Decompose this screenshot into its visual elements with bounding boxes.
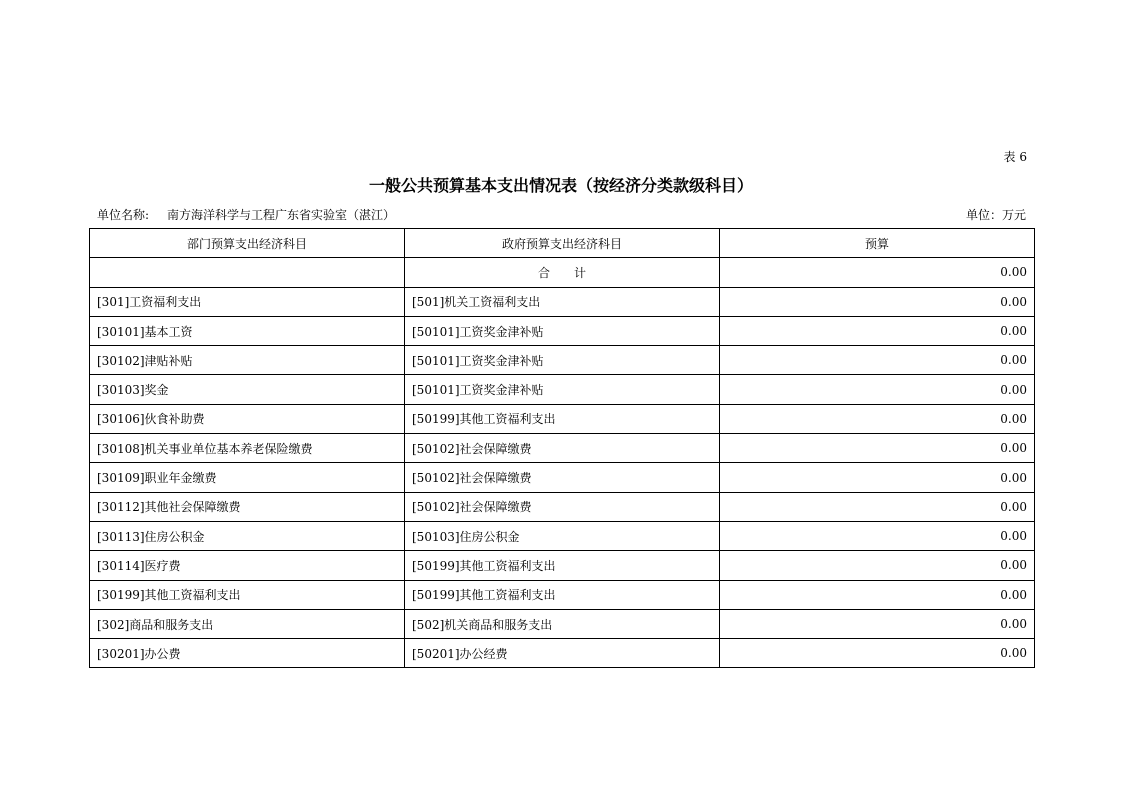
- gov-cell: [50102]社会保障缴费: [405, 492, 720, 521]
- dept-cell: [30201]办公费: [90, 639, 405, 668]
- gov-cell: [50199]其他工资福利支出: [405, 404, 720, 433]
- amount-cell: 0.00: [720, 316, 1035, 345]
- dept-cell: [30102]津贴补贴: [90, 346, 405, 375]
- dept-cell: [30109]职业年金缴费: [90, 463, 405, 492]
- table-row: [90, 492, 1035, 521]
- table-row: [90, 609, 1035, 638]
- dept-cell: [30113]住房公积金: [90, 521, 405, 550]
- gov-cell: [50103]住房公积金: [405, 521, 720, 550]
- dept-cell: [301]工资福利支出: [90, 287, 405, 316]
- table-row: [90, 287, 1035, 316]
- gov-cell: [50102]社会保障缴费: [405, 434, 720, 463]
- table-header-row: [90, 229, 1035, 258]
- amount-cell: 0.00: [720, 287, 1035, 316]
- column-header-amount: 预算: [720, 229, 1035, 258]
- unit-name: 南方海洋科学与工程广东省实验室（湛江）: [167, 208, 396, 222]
- total-label: 合 计: [405, 258, 720, 287]
- unit-name-label: 单位名称:: [97, 208, 150, 222]
- amount-cell: 0.00: [720, 463, 1035, 492]
- gov-cell: [50101]工资奖金津补贴: [405, 375, 720, 404]
- amount-cell: 0.00: [720, 521, 1035, 550]
- amount-cell: 0.00: [720, 492, 1035, 521]
- table-row: [90, 521, 1035, 550]
- dept-cell: [30106]伙食补助费: [90, 404, 405, 433]
- table-row: [90, 551, 1035, 580]
- budget-table: [89, 228, 1035, 668]
- gov-cell: [50201]办公经费: [405, 639, 720, 668]
- total-row: [90, 258, 1035, 287]
- table-row: [90, 316, 1035, 345]
- dept-cell: [30103]奖金: [90, 375, 405, 404]
- table-number: 表 6: [1003, 150, 1027, 164]
- gov-cell: [50199]其他工资福利支出: [405, 551, 720, 580]
- total-empty-cell: [90, 258, 405, 287]
- amount-cell: 0.00: [720, 580, 1035, 609]
- dept-cell: [30112]其他社会保障缴费: [90, 492, 405, 521]
- amount-cell: 0.00: [720, 404, 1035, 433]
- table-row: [90, 375, 1035, 404]
- gov-cell: [501]机关工资福利支出: [405, 287, 720, 316]
- unit-name-line: [97, 206, 395, 223]
- unit-measure: 单位：万元: [965, 208, 1026, 222]
- table-row: [90, 580, 1035, 609]
- total-value: 0.00: [720, 258, 1035, 287]
- table-row: [90, 639, 1035, 668]
- gov-cell: [50102]社会保障缴费: [405, 463, 720, 492]
- amount-cell: 0.00: [720, 434, 1035, 463]
- amount-cell: 0.00: [720, 609, 1035, 638]
- table-row: [90, 404, 1035, 433]
- dept-cell: [30101]基本工资: [90, 316, 405, 345]
- table-row: [90, 346, 1035, 375]
- column-header-dept: 部门预算支出经济科目: [90, 229, 405, 258]
- column-header-gov: 政府预算支出经济科目: [405, 229, 720, 258]
- page-title: 一般公共预算基本支出情况表（按经济分类款级科目）: [368, 176, 753, 195]
- dept-cell: [30108]机关事业单位基本养老保险缴费: [90, 434, 405, 463]
- gov-cell: [50101]工资奖金津补贴: [405, 346, 720, 375]
- amount-cell: 0.00: [720, 639, 1035, 668]
- table-row: [90, 434, 1035, 463]
- table-row: [90, 463, 1035, 492]
- gov-cell: [50199]其他工资福利支出: [405, 580, 720, 609]
- dept-cell: [30114]医疗费: [90, 551, 405, 580]
- amount-cell: 0.00: [720, 551, 1035, 580]
- dept-cell: [30199]其他工资福利支出: [90, 580, 405, 609]
- amount-cell: 0.00: [720, 375, 1035, 404]
- amount-cell: 0.00: [720, 346, 1035, 375]
- dept-cell: [302]商品和服务支出: [90, 609, 405, 638]
- gov-cell: [50101]工资奖金津补贴: [405, 316, 720, 345]
- gov-cell: [502]机关商品和服务支出: [405, 609, 720, 638]
